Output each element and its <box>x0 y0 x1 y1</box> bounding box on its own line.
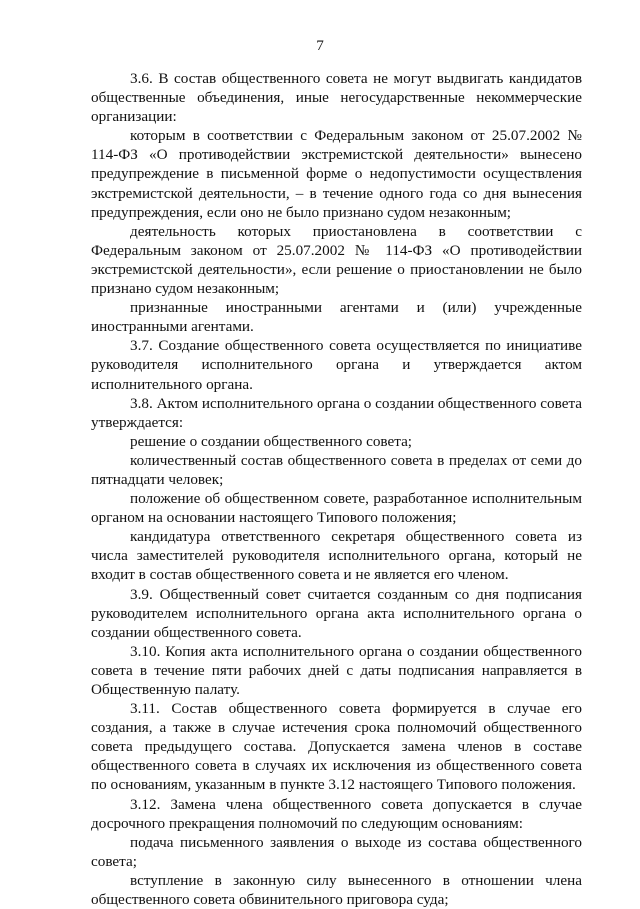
page-number: 7 <box>316 37 324 54</box>
paragraph-3-7: 3.7. Создание общественного совета осуществляется по инициативе руководителя исполнительного органа и утверждается актом исполнительного органа. <box>91 337 582 393</box>
list-item-regulation: положение об общественном совете, разработанное исполнительным органом на основании настоящего Типового положения; <box>91 490 582 527</box>
paragraph-3-12: 3.12. Замена члена общественного совета допускается в случае досрочного прекращения полномочий по следующим основаниям: <box>91 795 582 832</box>
list-item-resignation: подача письменного заявления о выходе из состава общественного совета; <box>91 833 582 870</box>
paragraph-3-6: 3.6. В состав общественного совета не могут выдвигать кандидатов общественные объединения, иные негосударственные некоммерческие организации: <box>91 70 582 126</box>
paragraph-3-10: 3.10. Копия акта исполнительного органа о создании общественного совета в течение пяти рабочих дней с даты подписания направляется в Общественную палату. <box>91 642 582 698</box>
list-item-warning: которым в соответствии с Федеральным законом от 25.07.2002 № 114-ФЗ «О противодействии экстремистской деятельности» вынесено предупреждение в письменной форме о недопустимости осуществления экстремистской деятельности, – в течение одного года со дня вынесения предупреждения, если оно не было признано судом незаконным; <box>91 127 582 221</box>
paragraph-3-9: 3.9. Общественный совет считается созданным со дня подписания руководителем исполнительного органа акта исполнительного органа о создании общественного совета. <box>91 585 582 641</box>
list-item-foreign-agents: признанные иностранными агентами и (или) учрежденные иностранными агентами. <box>91 299 582 336</box>
paragraph-3-11: 3.11. Состав общественного совета формируется в случае его создания, а также в случае истечения срока полномочий общественного совета предыдущего состава. Допускается замена членов в составе общественного совета в случаях их исключения из общественного совета по основаниям, указанным в пункте 3.12 настоящего Типового положения. <box>91 700 582 794</box>
list-item-conviction: вступление в законную силу вынесенного в отношении члена общественного совета обвинительного приговора суда; <box>91 871 582 909</box>
document-body <box>91 69 582 909</box>
list-item-suspended: деятельность которых приостановлена в соответствии с Федеральным законом от 25.07.2002 № 114-ФЗ «О противодействии экстремистской деятельности», если решение о приостановлении не было признано судом незаконным; <box>91 222 582 298</box>
paragraph-3-8: 3.8. Актом исполнительного органа о создании общественного совета утверждается: <box>91 394 583 431</box>
list-item-secretary: кандидатура ответственного секретаря общественного совета из числа заместителей руководителя исполнительного органа, который не входит в состав общественного совета и не является его членом. <box>91 528 582 584</box>
list-item-decision: решение о создании общественного совета; <box>130 432 413 450</box>
list-item-quantity: количественный состав общественного совета в пределах от семи до пятнадцати человек; <box>91 451 582 488</box>
